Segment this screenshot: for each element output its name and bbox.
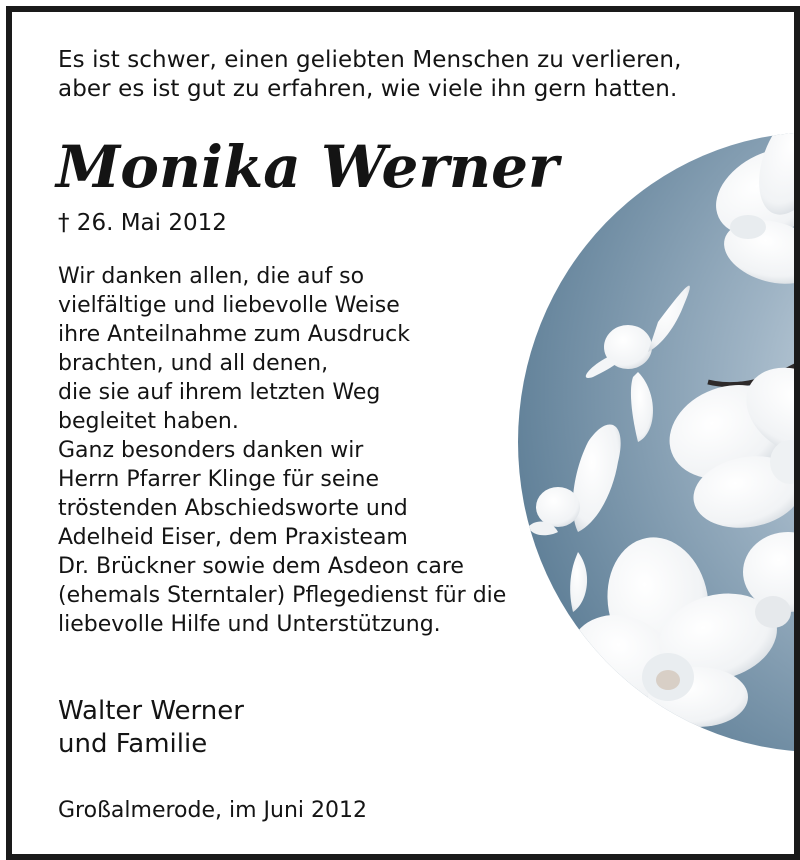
body-line: Dr. Brückner sowie dem Asdeon care — [58, 554, 464, 579]
deceased-name: Monika Werner — [56, 133, 559, 201]
signature-line-2: und Familie — [58, 729, 208, 759]
quote-line-1: Es ist schwer, einen geliebten Menschen zu verlieren, — [58, 47, 682, 73]
death-date: † 26. Mai 2012 — [58, 210, 227, 236]
signature — [58, 695, 244, 761]
body-line: begleitet haben. — [58, 409, 239, 434]
body-line: Wir danken allen, die auf so — [58, 264, 365, 289]
obituary-frame — [6, 6, 800, 860]
body-line: Adelheid Eiser, dem Praxisteam — [58, 525, 408, 550]
body-line: ihre Anteilnahme zum Ausdruck — [58, 322, 411, 347]
body-line: (ehemals Sterntaler) Pflegedienst für die — [58, 583, 507, 608]
body-line: die sie auf ihrem letzten Weg — [58, 380, 381, 405]
body-line: tröstenden Abschiedsworte und — [58, 496, 408, 521]
orchid-image — [518, 132, 800, 752]
memorial-quote — [58, 46, 681, 104]
body-line: vielfältige und liebevolle Weise — [58, 293, 400, 318]
quote-line-2: aber es ist gut zu erfahren, wie viele ihn gern hatten. — [58, 76, 678, 102]
body-line: brachten, und all denen, — [58, 351, 329, 376]
body-line: Ganz besonders danken wir — [58, 438, 364, 463]
thank-you-text — [58, 262, 506, 639]
place-and-date: Großalmerode, im Juni 2012 — [58, 798, 367, 823]
signature-line-1: Walter Werner — [58, 696, 244, 726]
body-line: liebevolle Hilfe und Unterstützung. — [58, 612, 441, 637]
body-line: Herrn Pfarrer Klinge für seine — [58, 467, 380, 492]
